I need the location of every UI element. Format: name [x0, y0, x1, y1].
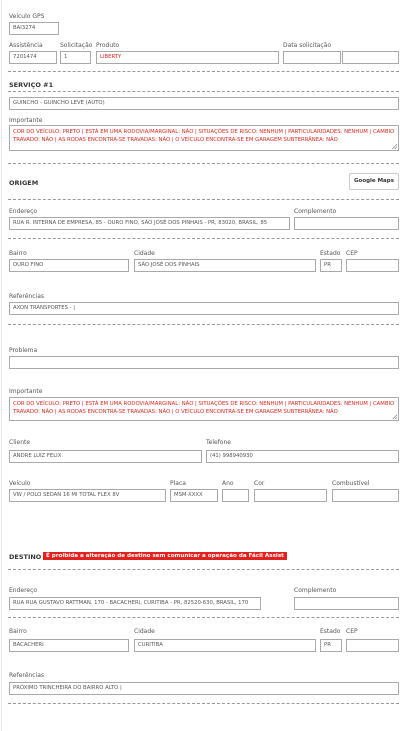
divider	[8, 238, 399, 239]
origem-title: ORIGEM	[9, 179, 39, 187]
origem-importante-label: Importante	[9, 388, 43, 395]
veiculo-label: Veículo	[9, 480, 31, 487]
cliente-input[interactable]: ANDRE LUIZ FELIX	[9, 450, 202, 463]
destino-referencias-input[interactable]: PRÓXIMO TRINCHEIRA DO BAIRRO ALTO |	[9, 682, 399, 695]
destino-complemento-label: Complemento	[294, 587, 337, 594]
cliente-label: Cliente	[9, 439, 31, 446]
origem-referencias-input[interactable]: AXON TRANSPORTES - |	[9, 302, 399, 315]
destino-warning-badge: É proibida a alteração de destino sem comunicar a operação da Fácil Assist	[43, 552, 287, 560]
destino-cep-label: CEP	[346, 628, 358, 635]
origem-importante-textarea[interactable]	[9, 397, 399, 421]
origem-cidade-label: Cidade	[134, 250, 155, 257]
ano-input[interactable]	[222, 489, 249, 502]
destino-endereco-label: Endereço	[9, 587, 38, 594]
origem-estado-input[interactable]: PR	[320, 259, 342, 272]
produto-input[interactable]: LIBERTY	[96, 51, 279, 64]
data-solicitacao-input[interactable]	[283, 51, 341, 64]
origem-endereco-input[interactable]: RUA R. INTERNA DE EMPRESA, 85 - OURO FINO, SÃO JOSÉ DOS PINHAIS - PR, 83020, BRASIL, 85	[9, 217, 290, 230]
servico-importante-textarea[interactable]	[9, 125, 399, 151]
combustivel-label: Combustível	[332, 480, 370, 487]
veiculo-gps-label: Veículo GPS	[9, 13, 45, 20]
divider	[8, 324, 399, 325]
divider	[8, 703, 399, 704]
origem-estado-label: Estado	[320, 250, 341, 257]
divider	[8, 199, 399, 200]
ano-label: Ano	[222, 480, 234, 487]
servico-importante-text: COR DO VEÍCULO: PRETO | ESTÁ EM UMA RODOVIA/MARGINAL: NÃO | SITUAÇÕES DE RISCO: NENHUM | PARTICULARIDADES: NENHUM | CAMBIO TRAVADO: NÃO | AS RODAS ENCONTRA-SE TRAVADAS: NÃO | O VEÍCULO ENCONTRA-SE EM GARAGEM SUBTERRÂNEA: NÃO	[13, 129, 395, 143]
origem-importante-text: COR DO VEÍCULO: PRETO | ESTÁ EM UMA RODOVIA/MARGINAL: NÃO | SITUAÇÕES DE RISCO: NENHUM | PARTICULARIDADES: NENHUM | CAMBIO TRAVADO: NÃO | AS RODAS ENCONTRA-SE TRAVADAS: NÃO | O VEÍCULO ENCONTRA-SE EM GARAGEM SUBTERRÂNEA: NÃO	[13, 401, 395, 415]
resize-grip-icon[interactable]	[392, 144, 397, 149]
origem-cep-label: CEP	[346, 250, 358, 257]
origem-problema-label: Problema	[9, 347, 38, 354]
divider	[8, 617, 399, 618]
destino-title: DESTINO	[9, 553, 42, 561]
solicitacao-input[interactable]: 1	[60, 51, 91, 64]
solicitacao-label: Solicitação	[60, 42, 93, 49]
origem-bairro-label: Bairro	[9, 250, 27, 257]
produto-label: Produto	[96, 42, 120, 49]
origem-problema-input[interactable]	[9, 356, 399, 369]
google-maps-button[interactable]: Google Maps	[349, 173, 399, 190]
placa-label: Placa	[170, 480, 186, 487]
placa-input[interactable]: MSM-XXXX	[170, 489, 218, 502]
divider	[8, 569, 399, 570]
divider	[8, 163, 399, 164]
combustivel-input[interactable]	[332, 489, 399, 502]
destino-endereco-input[interactable]: RUA RUA GUSTAVO RATTMAN, 170 - BACACHERI, CURITIBA - PR, 82520-630, BRASIL, 170	[9, 597, 261, 610]
servico-title: SERVIÇO #1	[9, 81, 54, 89]
origem-cep-input[interactable]	[346, 259, 399, 272]
destino-estado-input[interactable]: PR	[320, 639, 342, 652]
servico-importante-label: Importante	[9, 117, 43, 124]
origem-complemento-label: Complemento	[294, 208, 337, 215]
destino-referencias-label: Referências	[9, 672, 44, 679]
hora-solicitacao-input[interactable]	[342, 51, 399, 64]
destino-cidade-label: Cidade	[134, 628, 155, 635]
divider	[8, 91, 399, 92]
origem-referencias-label: Referências	[9, 293, 44, 300]
servico-input[interactable]: GUINCHO - GUINCHO LEVE (AUTO)	[9, 97, 399, 110]
destino-cidade-input[interactable]: CURITIBA	[134, 639, 316, 652]
destino-estado-label: Estado	[320, 628, 341, 635]
origem-complemento-input[interactable]	[294, 217, 399, 230]
destino-complemento-input[interactable]	[294, 597, 399, 610]
origem-bairro-input[interactable]: OURO FINO	[9, 259, 129, 272]
origem-endereco-label: Endereço	[9, 208, 38, 215]
cor-input[interactable]	[254, 489, 327, 502]
destino-cep-input[interactable]	[346, 639, 399, 652]
veiculo-gps-input[interactable]: BAI3274	[9, 22, 59, 35]
origem-cidade-input[interactable]: SÃO JOSÉ DOS PINHAIS	[134, 259, 316, 272]
data-solicitacao-label: Data solicitação	[283, 42, 332, 49]
telefone-input[interactable]: (41) 998940930	[206, 450, 399, 463]
telefone-label: Telefone	[206, 439, 231, 446]
left-border	[1, 0, 2, 731]
destino-bairro-label: Bairro	[9, 628, 27, 635]
assistencia-input[interactable]: 7201474	[9, 51, 57, 64]
divider	[8, 71, 399, 72]
destino-bairro-input[interactable]: BACACHERI	[9, 639, 129, 652]
cor-label: Cor	[254, 480, 265, 487]
assistencia-label: Assistência	[9, 42, 43, 49]
resize-grip-icon[interactable]	[392, 414, 397, 419]
veiculo-input[interactable]: VW / POLO SEDAN 16 MI TOTAL FLEX 8V	[9, 489, 166, 502]
